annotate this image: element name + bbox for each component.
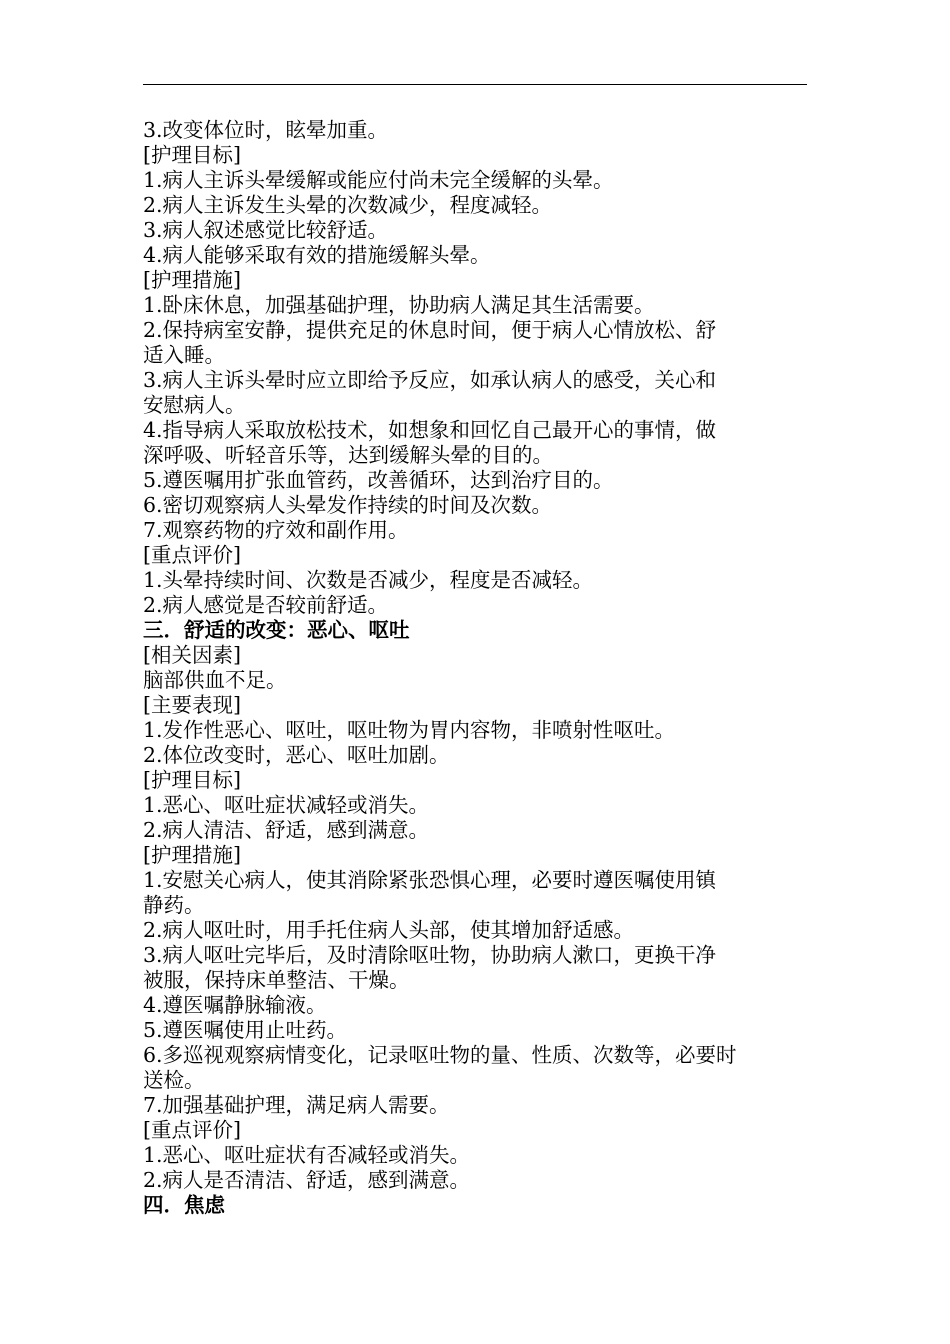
text-line: 1.发作性恶心、呕吐，呕吐物为胃内容物，非喷射性呕吐。 (143, 718, 676, 742)
text-line: 1.病人主诉头晕缓解或能应付尚未完全缓解的头晕。 (143, 168, 614, 192)
text-line: 1.头晕持续时间、次数是否减少，程度是否减轻。 (143, 568, 594, 592)
text-line: 3.病人主诉头晕时应立即给予反应，如承认病人的感受，关心和 (143, 368, 717, 392)
subsection-label: [护理措施] (143, 268, 241, 292)
text-line: 4.病人能够采取有效的措施缓解头晕。 (143, 243, 491, 267)
text-line: 1.安慰关心病人，使其消除紧张恐惧心理，必要时遵医嘱使用镇 (143, 868, 717, 892)
text-line: 6.多巡视观察病情变化，记录呕吐物的量、性质、次数等，必要时 (143, 1043, 737, 1067)
text-line: 7.加强基础护理，满足病人需要。 (143, 1093, 450, 1117)
subsection-label: [护理目标] (143, 143, 241, 167)
text-line: 2.病人呕吐时，用手托住病人头部，使其增加舒适感。 (143, 918, 635, 942)
text-line: 2.病人感觉是否较前舒适。 (143, 593, 389, 617)
text-line: 5.遵医嘱用扩张血管药，改善循环，达到治疗目的。 (143, 468, 614, 492)
text-line: 3.病人叙述感觉比较舒适。 (143, 218, 389, 242)
text-line: 3.改变体位时，眩晕加重。 (143, 118, 389, 142)
text-line: 2.病人主诉发生头晕的次数减少，程度减轻。 (143, 193, 553, 217)
subsection-label: [重点评价] (143, 1118, 241, 1142)
text-line: 被服，保持床单整洁、干燥。 (143, 968, 410, 992)
subsection-label: [护理措施] (143, 843, 241, 867)
text-line: 适入睡。 (143, 343, 225, 367)
text-line: 静药。 (143, 893, 205, 917)
text-line: 安慰病人。 (143, 393, 246, 417)
text-line: 1.恶心、呕吐症状减轻或消失。 (143, 793, 430, 817)
text-line: 4.遵医嘱静脉输液。 (143, 993, 327, 1017)
text-line: 1.恶心、呕吐症状有否减轻或消失。 (143, 1143, 471, 1167)
subsection-label: [相关因素] (143, 643, 241, 667)
text-line: 2.体位改变时，恶心、呕吐加剧。 (143, 743, 450, 767)
text-line: 3.病人呕吐完毕后，及时清除呕吐物，协助病人漱口，更换干净 (143, 943, 717, 967)
text-line: 送检。 (143, 1068, 205, 1092)
header-rule (143, 84, 807, 85)
text-line: 脑部供血不足。 (143, 668, 287, 692)
subsection-label: [重点评价] (143, 543, 241, 567)
text-line: 6.密切观察病人头晕发作持续的时间及次数。 (143, 493, 553, 517)
text-line: 7.观察药物的疗效和副作用。 (143, 518, 409, 542)
text-line: 1.卧床休息，加强基础护理，协助病人满足其生活需要。 (143, 293, 655, 317)
subsection-label: [主要表现] (143, 693, 241, 717)
text-line: 2.保持病室安静，提供充足的休息时间，便于病人心情放松、舒 (143, 318, 717, 342)
text-line: 5.遵医嘱使用止吐药。 (143, 1018, 348, 1042)
text-line: 深呼吸、听轻音乐等，达到缓解头晕的目的。 (143, 443, 553, 467)
text-line: 2.病人是否清洁、舒适，感到满意。 (143, 1168, 471, 1192)
text-line: 4.指导病人采取放松技术，如想象和回忆自己最开心的事情，做 (143, 418, 717, 442)
section-heading: 四．焦虑 (143, 1193, 225, 1217)
subsection-label: [护理目标] (143, 768, 241, 792)
section-heading: 三．舒适的改变：恶心、呕吐 (143, 618, 410, 642)
document-body (143, 118, 808, 1218)
text-line: 2.病人清洁、舒适，感到满意。 (143, 818, 430, 842)
